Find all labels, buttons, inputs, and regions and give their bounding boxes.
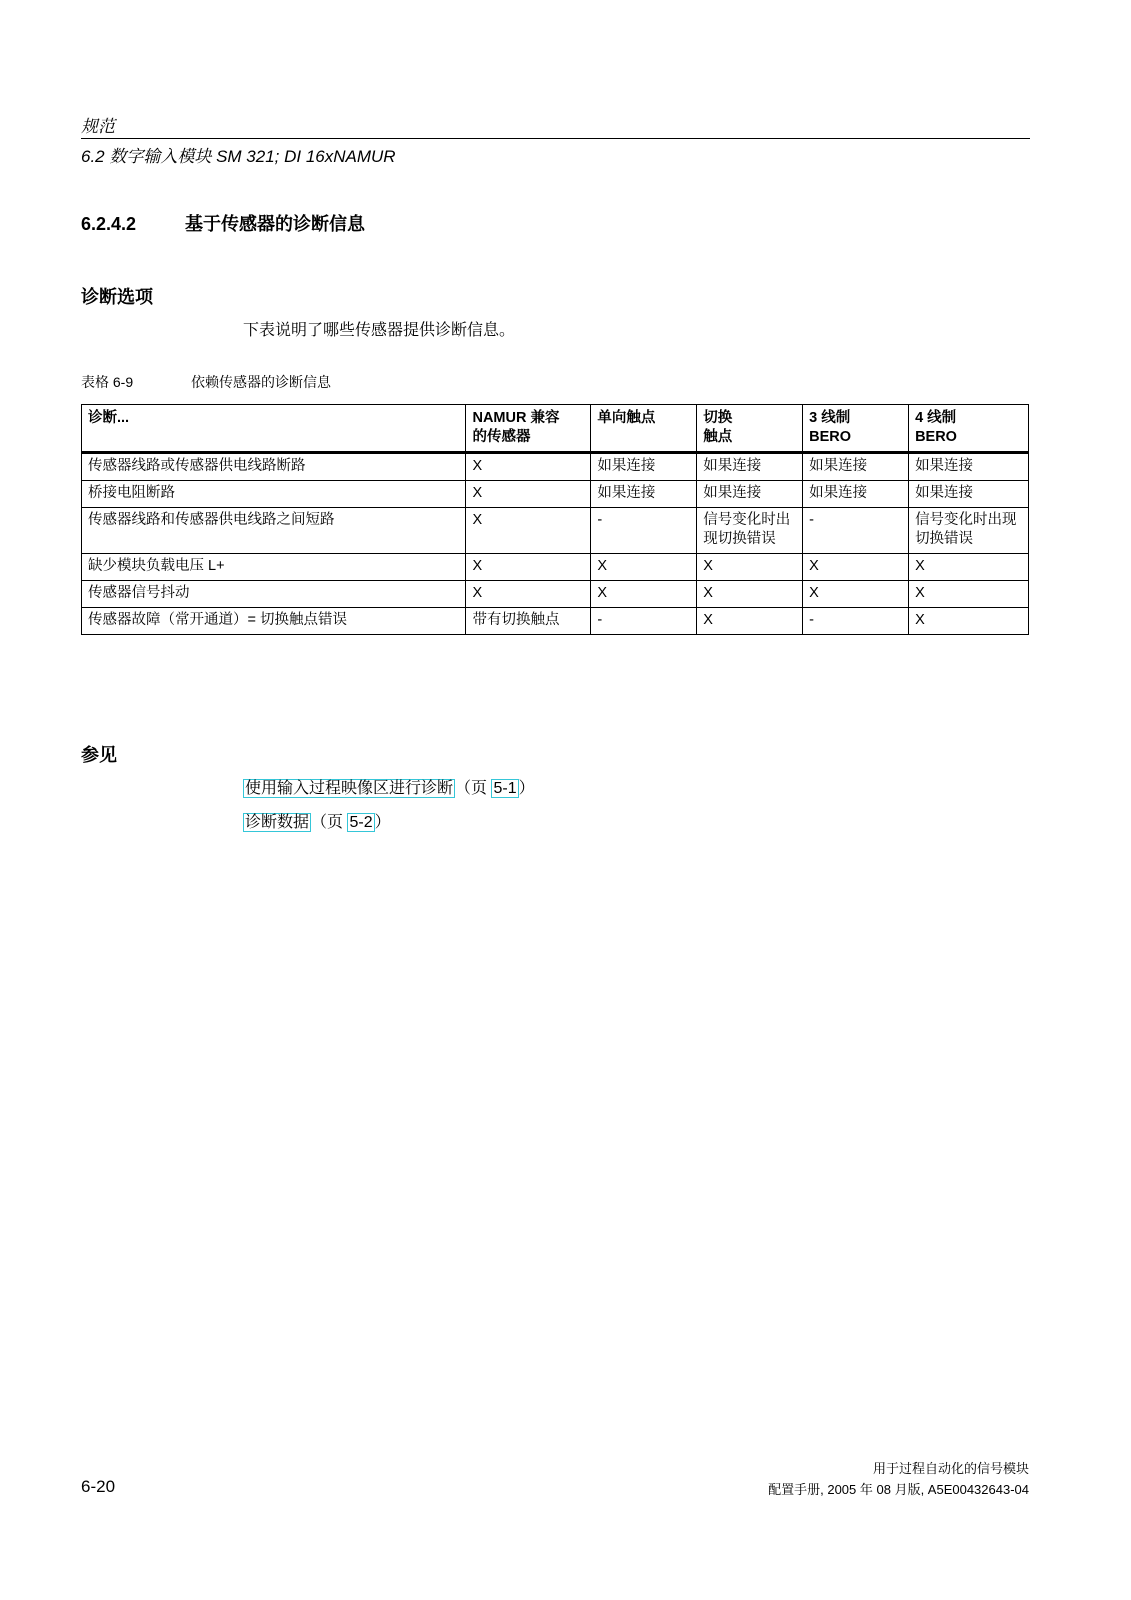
table-cell: X [697, 581, 803, 608]
section-heading [81, 210, 365, 236]
header-subsection-title: 6.2 数字输入模块 SM 321; DI 16xNAMUR [81, 147, 396, 166]
table-cell: X [466, 453, 591, 481]
header-3wire-bero: 3 线制 BERO [803, 405, 909, 453]
table-cell: - [803, 508, 909, 554]
table-cell: 传感器线路或传感器供电线路断路 [82, 453, 466, 481]
header-4wire-bero: 4 线制 BERO [909, 405, 1029, 453]
header-section-title: 规范 [81, 117, 115, 136]
table-cell: - [591, 608, 697, 635]
header-diagnosis: 诊断... [82, 405, 466, 453]
header-unidirectional-contact: 单向触点 [591, 405, 697, 453]
table-cell: 传感器信号抖动 [82, 581, 466, 608]
table-cell: X [466, 481, 591, 508]
table-cell: 桥接电阻断路 [82, 481, 466, 508]
footer-manual-title: 用于过程自动化的信号模块 [872, 1461, 1029, 1476]
header-namur-sensor: NAMUR 兼容 的传感器 [466, 405, 591, 453]
header-changeover-contact: 切换 触点 [697, 405, 803, 453]
see-also-heading: 参见 [81, 745, 117, 765]
footer-info [768, 1458, 1029, 1500]
table-cell: X [697, 554, 803, 581]
table-caption-label: 表格 6-9 [81, 374, 134, 390]
table-cell: 传感器线路和传感器供电线路之间短路 [82, 508, 466, 554]
sensor-diagnostics-table [81, 404, 1029, 635]
table-cell: 如果连接 [591, 481, 697, 508]
table-cell: X [909, 581, 1029, 608]
table-cell: 传感器故障（常开通道）= 切换触点错误 [82, 608, 466, 635]
table-cell: 如果连接 [697, 481, 803, 508]
table-cell: 如果连接 [803, 453, 909, 481]
table-cell: X [803, 554, 909, 581]
header-divider [81, 138, 1030, 139]
table-cell: 缺少模块负载电压 L+ [82, 554, 466, 581]
table-cell: 如果连接 [697, 453, 803, 481]
table-cell: X [909, 554, 1029, 581]
table-cell: X [466, 554, 591, 581]
footer-edition: 配置手册, 2005 年 08 月版, A5E00432643-04 [768, 1482, 1029, 1497]
link-page-5-2[interactable]: 5-2 [349, 814, 373, 831]
table-row [82, 608, 1029, 635]
table-cell: X [909, 608, 1029, 635]
table-row [82, 508, 1029, 554]
link-diagnostic-data[interactable]: 诊断数据 [245, 814, 310, 831]
table-cell: 信号变化时出现切换错误 [697, 508, 803, 554]
table-cell: 如果连接 [591, 453, 697, 481]
table-cell: 如果连接 [909, 453, 1029, 481]
see-also-item: 诊断数据 （页 5-2 ） [245, 814, 391, 831]
table-cell: - [591, 508, 697, 554]
table-cell: X [591, 554, 697, 581]
page-number: 6-20 [81, 1477, 116, 1496]
table-header-row [82, 405, 1029, 453]
see-also-item: 使用输入过程映像区进行诊断 （页 5-1 ） [245, 780, 535, 797]
table-row [82, 554, 1029, 581]
table-cell: - [803, 608, 909, 635]
table-cell: 如果连接 [909, 481, 1029, 508]
table-cell: X [803, 581, 909, 608]
link-page-5-1[interactable]: 5-1 [493, 780, 517, 797]
table-cell: X [466, 508, 591, 554]
see-also-links [243, 772, 535, 840]
table-cell: X [697, 608, 803, 635]
table-cell: 信号变化时出现切换错误 [909, 508, 1029, 554]
table-row [82, 481, 1029, 508]
table-cell: 如果连接 [803, 481, 909, 508]
table-cell: X [591, 581, 697, 608]
table-caption [81, 372, 331, 392]
link-process-image-diagnostics[interactable]: 使用输入过程映像区进行诊断 [245, 780, 454, 797]
section-number: 6.2.4.2 [81, 214, 137, 234]
table-caption-title: 依赖传感器的诊断信息 [191, 374, 331, 390]
table-row [82, 453, 1029, 481]
diag-options-heading: 诊断选项 [81, 287, 153, 307]
diag-options-intro: 下表说明了哪些传感器提供诊断信息。 [243, 322, 516, 339]
table-cell: X [466, 581, 591, 608]
table-cell: 带有切换触点 [466, 608, 591, 635]
table-row [82, 581, 1029, 608]
section-title: 基于传感器的诊断信息 [185, 214, 365, 234]
